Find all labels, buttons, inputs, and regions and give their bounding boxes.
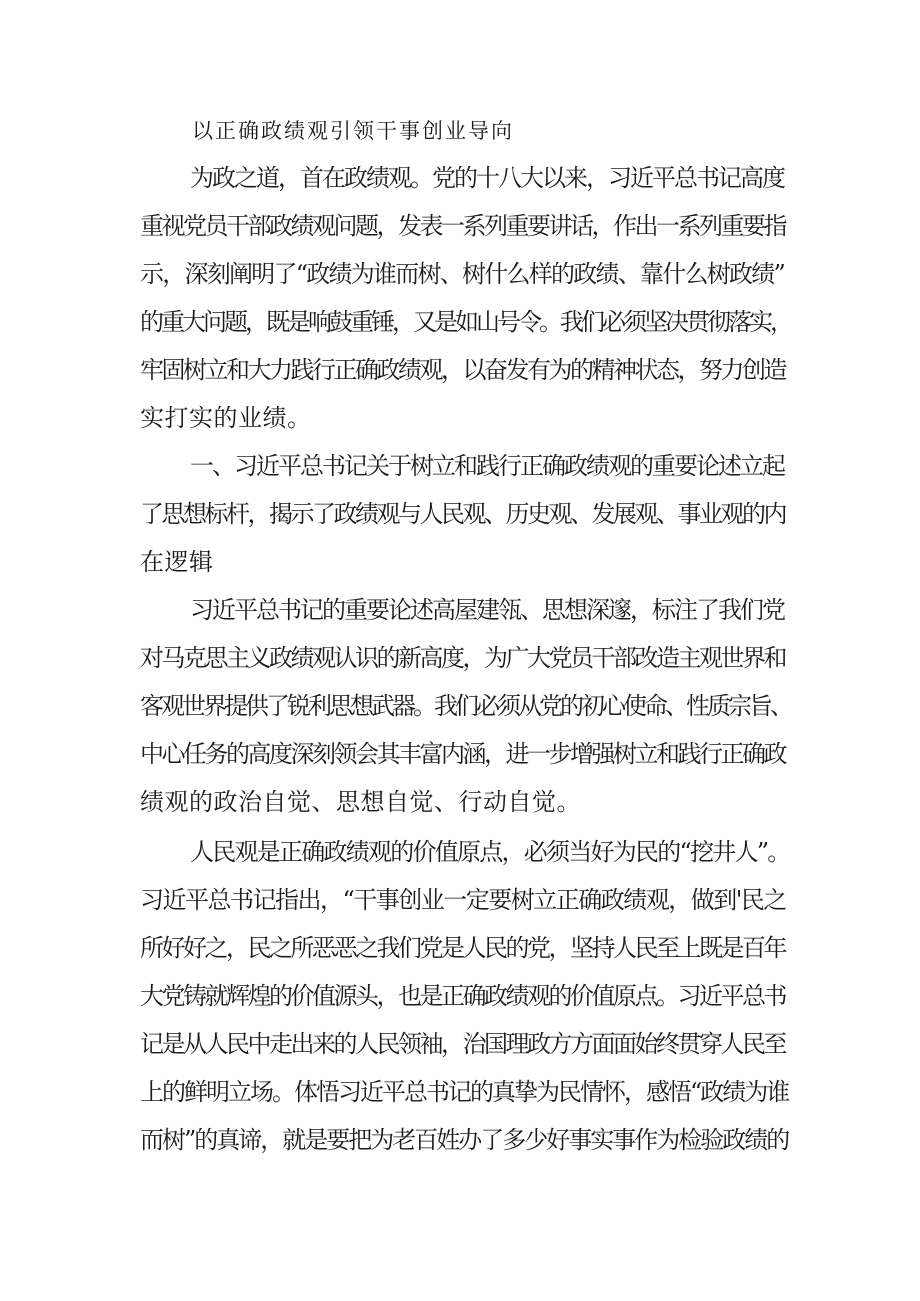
document-title: 以正确政绩观引领干事创业导向 — [192, 119, 514, 143]
paragraph-line: 人民观是正确政绩观的价值原点，必须当好为民的“挖井人”。 — [190, 838, 790, 866]
paragraph-line: 为政之道，首在政绩观。党的十八大以来，习近平总书记高度 — [190, 164, 784, 192]
paragraph-line: 记是从人民中走出来的人民领袖，治国理政方方面面始终贯穿人民至 — [140, 1030, 785, 1058]
paragraph-line: 的重大问题，既是响鼓重锤，又是如山号令。我们必须坚决贯彻落实， — [140, 308, 791, 336]
paragraph-line: 对马克思主义政绩观认识的新高度，为广大党员干部改造主观世界和 — [140, 644, 785, 672]
paragraph-line: 绩观的政治自觉、思想自觉、行动自觉。 — [140, 788, 581, 816]
paragraph-line: 重视党员干部政绩观问题，发表一系列重要讲话，作出一系列重要指 — [140, 212, 785, 240]
paragraph-line: 客观世界提供了锐利思想武器。我们必须从党的初心使命、性质宗旨、 — [140, 692, 791, 720]
paragraph-line: 一、习近平总书记关于树立和践行正确政绩观的重要论述立起 — [190, 452, 784, 480]
paragraph-line: 实打实的业绩。 — [140, 404, 312, 432]
paragraph-line: 中心任务的高度深刻领会其丰富内涵，进一步增强树立和践行正确政 — [140, 740, 785, 768]
paragraph-line: 了思想标杆，揭示了政绩观与人民观、历史观、发展观、事业观的内 — [140, 500, 785, 528]
paragraph-line: 上的鲜明立场。体悟习近平总书记的真挚为民情怀，感悟“政绩为谁 — [140, 1078, 789, 1106]
paragraph-line: 所好好之，民之所恶恶之我们党是人民的党，坚持人民至上既是百年 — [140, 934, 785, 962]
paragraph-line: 而树”的真谛，就是要把为老百姓办了多少好事实事作为检验政绩的 — [140, 1126, 789, 1154]
paragraph-line: 示，深刻阐明了“政绩为谁而树、树什么样的政绩、靠什么树政绩” — [140, 260, 785, 288]
paragraph-line: 习近平总书记的重要论述高屋建瓴、思想深邃，标注了我们党 — [190, 596, 784, 624]
paragraph-line: 在逻辑 — [140, 548, 214, 576]
paragraph-line: 牢固树立和大力践行正确政绩观，以奋发有为的精神状态，努力创造 — [140, 356, 785, 384]
paragraph-line: 大党铸就辉煌的价值源头，也是正确政绩观的价值原点。习近平总书 — [140, 982, 785, 1010]
paragraph-line: 习近平总书记指出，“干事创业一定要树立正确政绩观，做到'民之 — [140, 886, 786, 914]
